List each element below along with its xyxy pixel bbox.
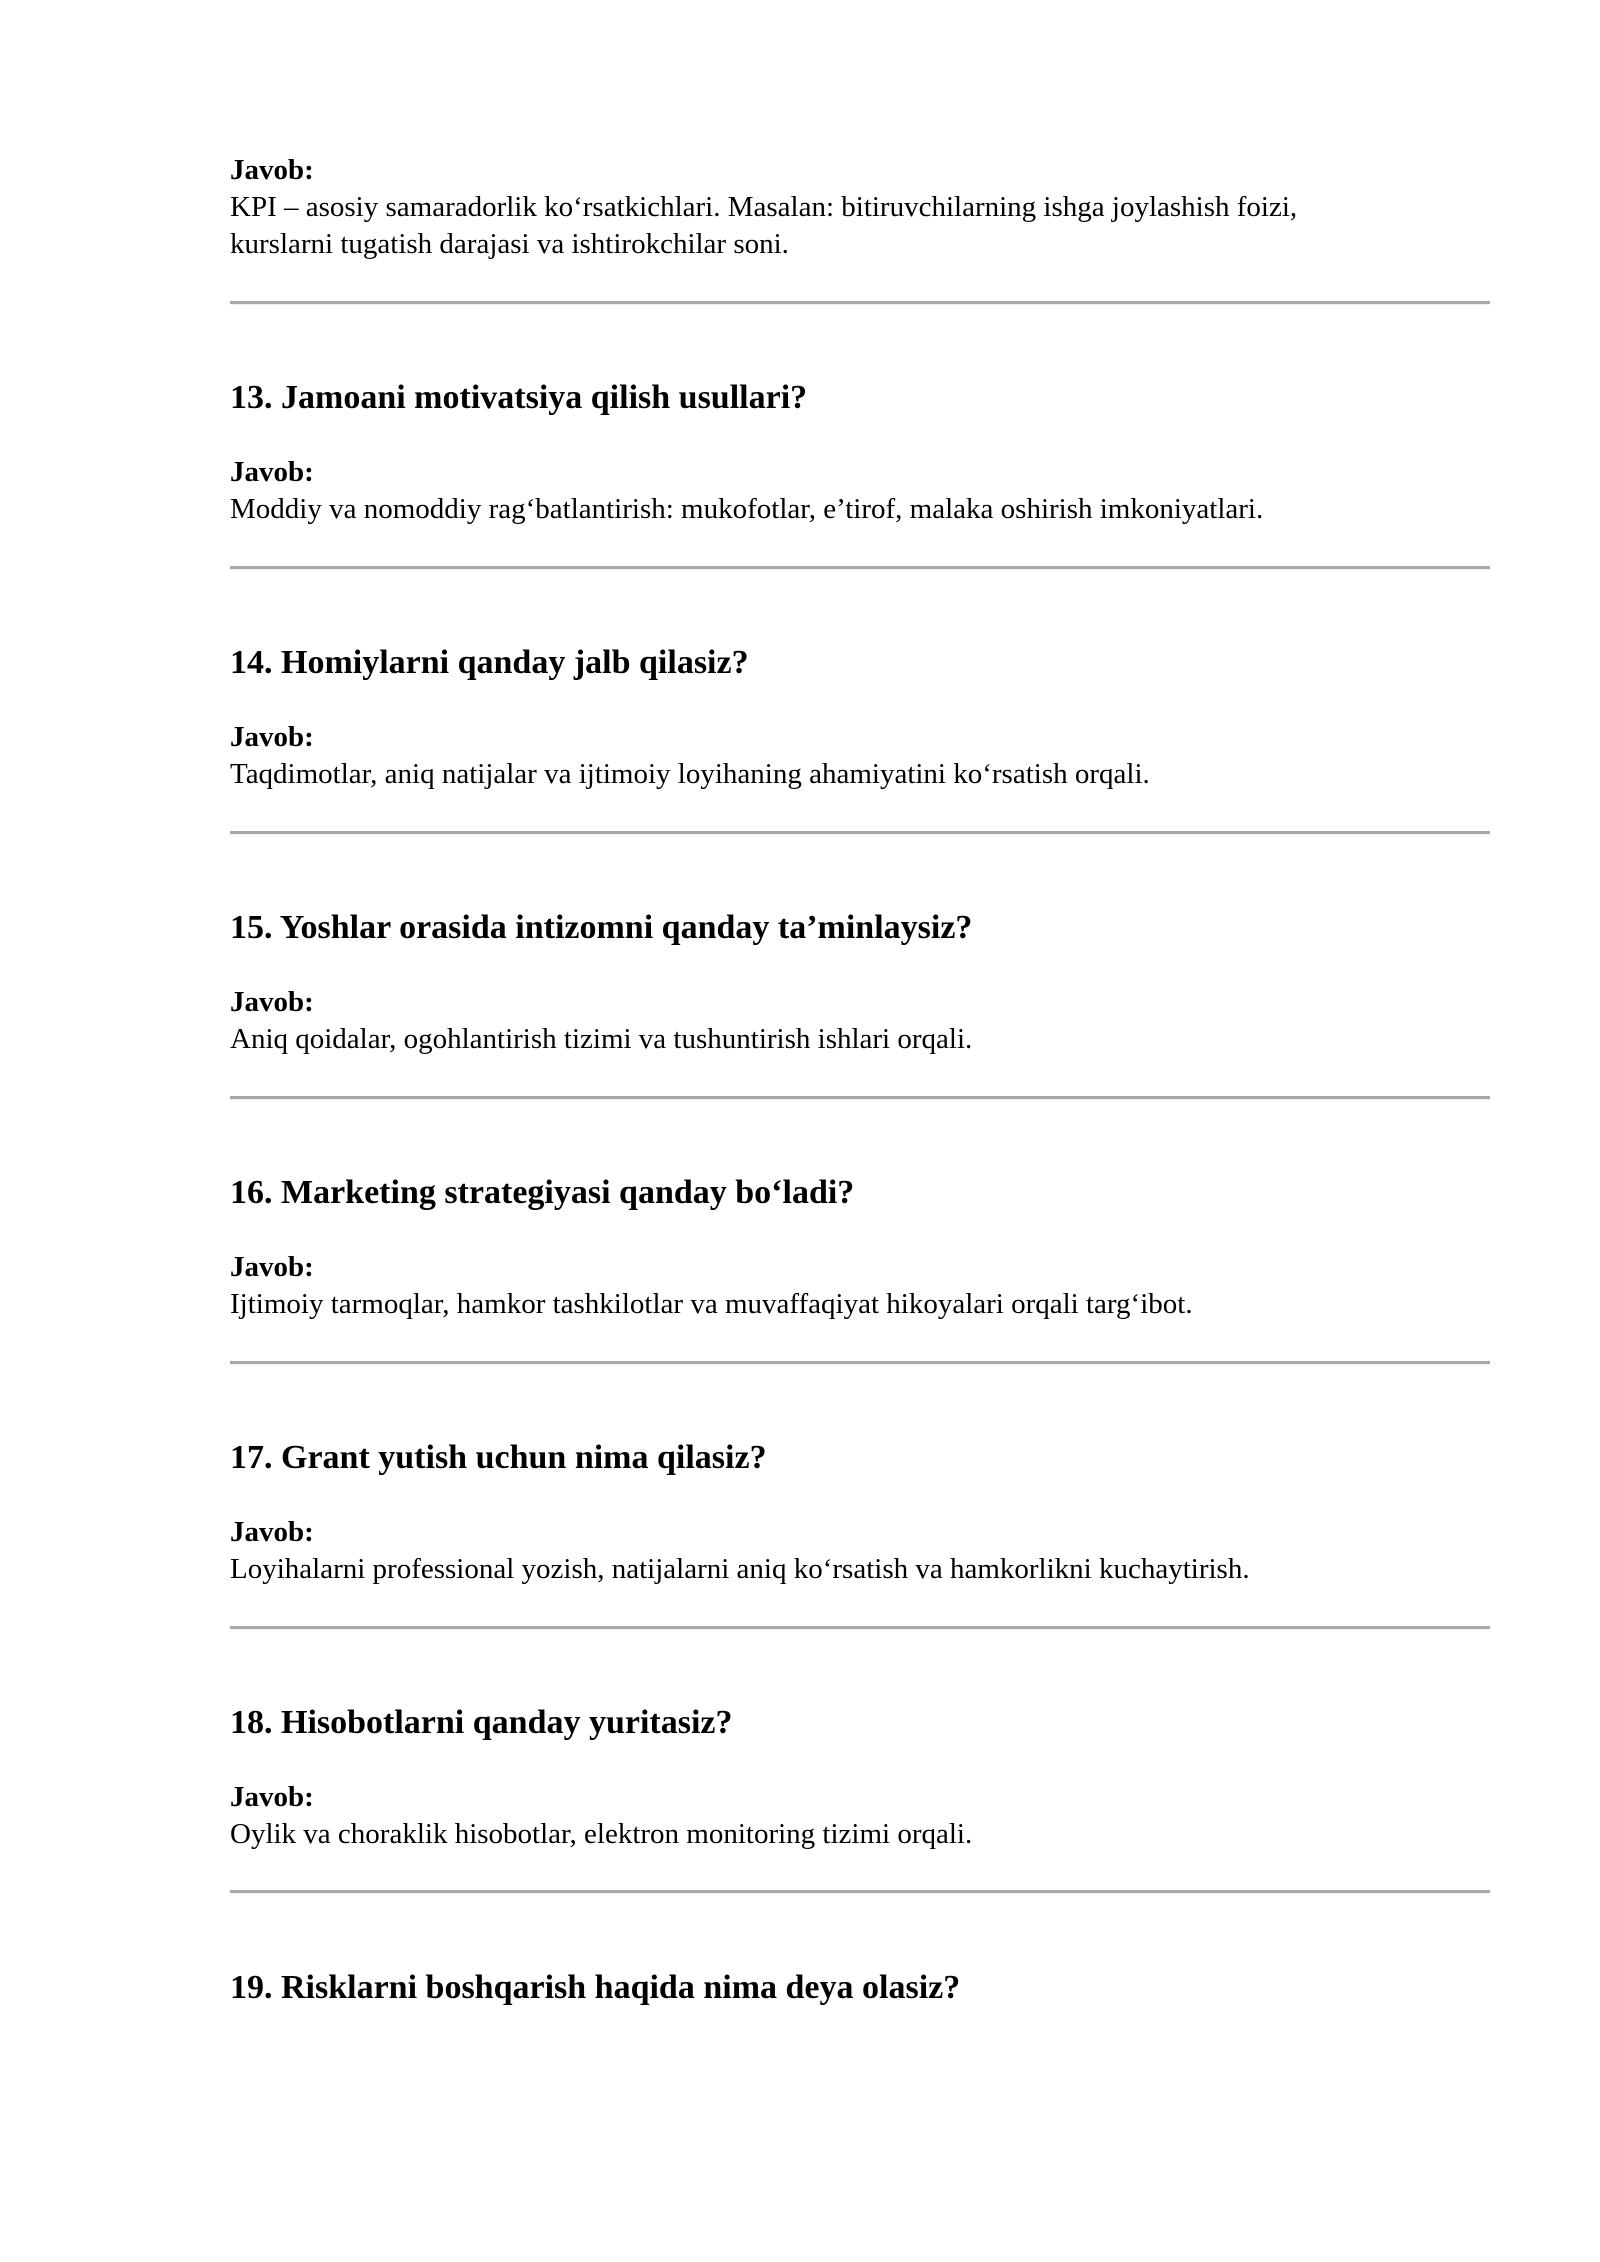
answer-label: Javob:	[230, 1781, 314, 1813]
answer-text-line: KPI – asosiy samaradorlik ko‘rsatkichlari. Masalan: bitiruvchilarning ishga joylashish foizi,	[230, 191, 1298, 223]
answer-12	[230, 152, 1490, 263]
section-divider	[230, 1361, 1490, 1364]
question-title: 19. Risklarni boshqarish haqida nima deya olasiz?	[230, 1969, 961, 2006]
question-title: 18. Hisobotlarni qanday yuritasiz?	[230, 1704, 733, 1741]
answer-label: Javob:	[230, 456, 314, 488]
answer-text: Oylik va choraklik hisobotlar, elektron monitoring tizimi orqali.	[230, 1818, 973, 1850]
question-block-18	[230, 1703, 1490, 1853]
answer-text: Loyihalarni professional yozish, natijalarni aniq ko‘rsatish va hamkorlikni kuchaytirish.	[230, 1553, 1250, 1585]
question-block-14	[230, 643, 1490, 793]
question-title: 15. Yoshlar orasida intizomni qanday ta’minlaysiz?	[230, 909, 973, 946]
question-block-13	[230, 378, 1490, 528]
question-block-16	[230, 1173, 1490, 1323]
section-divider	[230, 1626, 1490, 1629]
section-divider	[230, 831, 1490, 834]
question-title: 17. Grant yutish uchun nima qilasiz?	[230, 1439, 767, 1476]
answer-label: Javob:	[230, 721, 314, 753]
question-title: 13. Jamoani motivatsiya qilish usullari?	[230, 379, 808, 416]
question-block-15	[230, 908, 1490, 1058]
answer-label: Javob:	[230, 154, 314, 186]
section-divider	[230, 1890, 1490, 1893]
answer-text: Aniq qoidalar, ogohlantirish tizimi va tushuntirish ishlari orqali.	[230, 1023, 973, 1055]
question-block-17	[230, 1438, 1490, 1588]
answer-label: Javob:	[230, 1516, 314, 1548]
answer-text: Moddiy va nomoddiy rag‘batlantirish: mukofotlar, e’tirof, malaka oshirish imkoniyatlari.	[230, 493, 1264, 525]
question-title: 14. Homiylarni qanday jalb qilasiz?	[230, 644, 749, 681]
answer-text: Ijtimoiy tarmoqlar, hamkor tashkilotlar va muvaffaqiyat hikoyalari orqali targ‘ibot.	[230, 1288, 1193, 1320]
question-block-19	[230, 1968, 1490, 2008]
answer-label: Javob:	[230, 986, 314, 1018]
answer-label: Javob:	[230, 1251, 314, 1283]
answer-text-line: kurslarni tugatish darajasi va ishtirokchilar soni.	[230, 228, 789, 260]
section-divider	[230, 301, 1490, 304]
section-divider	[230, 566, 1490, 569]
question-title: 16. Marketing strategiyasi qanday bo‘ladi?	[230, 1174, 855, 1211]
answer-text: Taqdimotlar, aniq natijalar va ijtimoiy loyihaning ahamiyatini ko‘rsatish orqali.	[230, 758, 1150, 790]
section-divider	[230, 1096, 1490, 1099]
